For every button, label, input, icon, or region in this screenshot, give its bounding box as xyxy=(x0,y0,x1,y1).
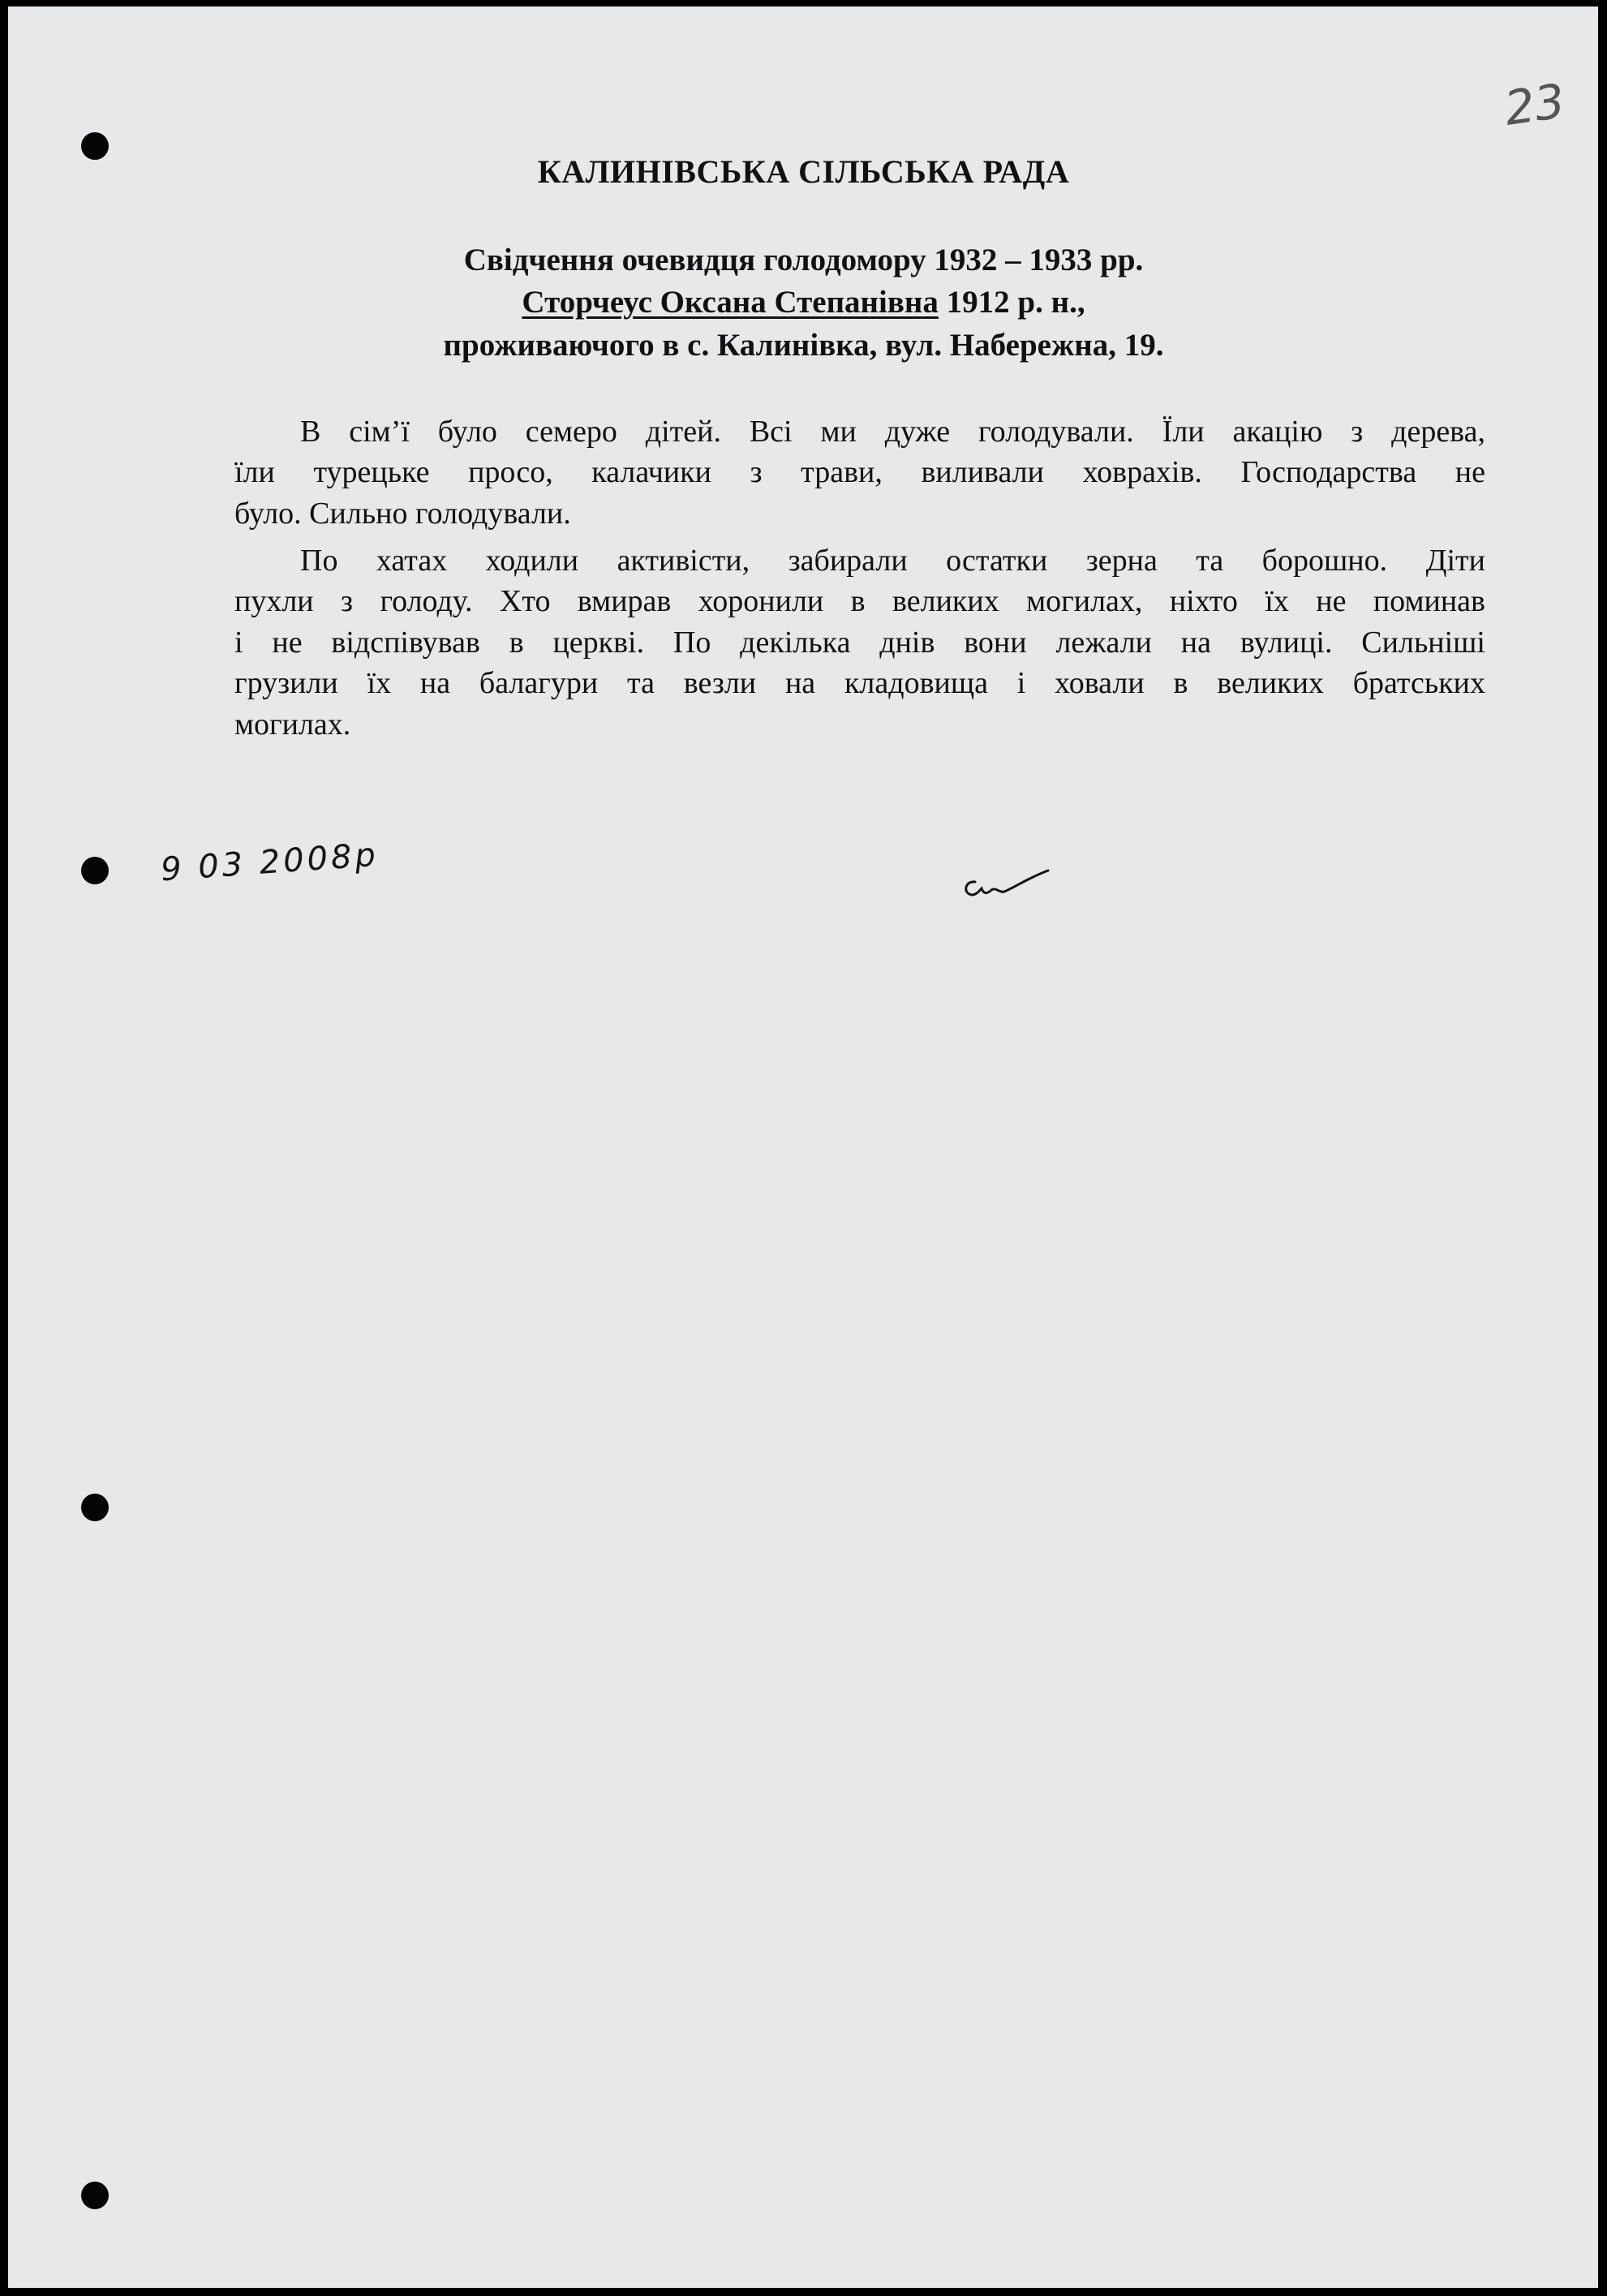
document-title: КАЛИНІВСЬКА СІЛЬСЬКА РАДА xyxy=(537,153,1070,190)
address-line: проживаючого в с. Калинівка, вул. Набережна, 19. xyxy=(443,328,1164,363)
punch-hole xyxy=(81,1494,109,1521)
witness-line xyxy=(0,284,1607,320)
page-number: 23 xyxy=(1501,73,1569,136)
punch-hole xyxy=(81,2182,109,2209)
witness-name: Сторчеус Оксана Степанівна xyxy=(522,285,939,320)
subtitle-line: Свідчення очевидця голодомору 1932 – 1933 рр. xyxy=(463,243,1144,277)
body-line: було. Сильно голодували. xyxy=(234,497,571,531)
body-line: грузили їх на балагури та везли на кладовища і ховали в великих братських xyxy=(234,666,1485,700)
signature xyxy=(957,864,1055,905)
punch-hole xyxy=(81,857,109,884)
body-line: і не відспівував в церкві. По декілька днів вони лежали на вулиці. Сильніші xyxy=(234,626,1485,660)
handwritten-date: 9 03 2008р xyxy=(159,836,380,889)
body-line: В сім’ї було семеро дітей. Всі ми дуже голодували. Їли акацію з дерева, xyxy=(300,415,1485,449)
birth-year: 1912 р. н., xyxy=(938,285,1085,320)
body-line: пухли з голоду. Хто вмирав хоронили в великих могилах, ніхто їх не поминав xyxy=(234,584,1485,618)
body-line: могилах. xyxy=(234,707,351,742)
body-line: По хатах ходили активісти, забирали остатки зерна та борошно. Діти xyxy=(300,544,1485,578)
body-line: їли турецьке просо, калачики з трави, виливали ховрахів. Господарства не xyxy=(234,455,1485,489)
